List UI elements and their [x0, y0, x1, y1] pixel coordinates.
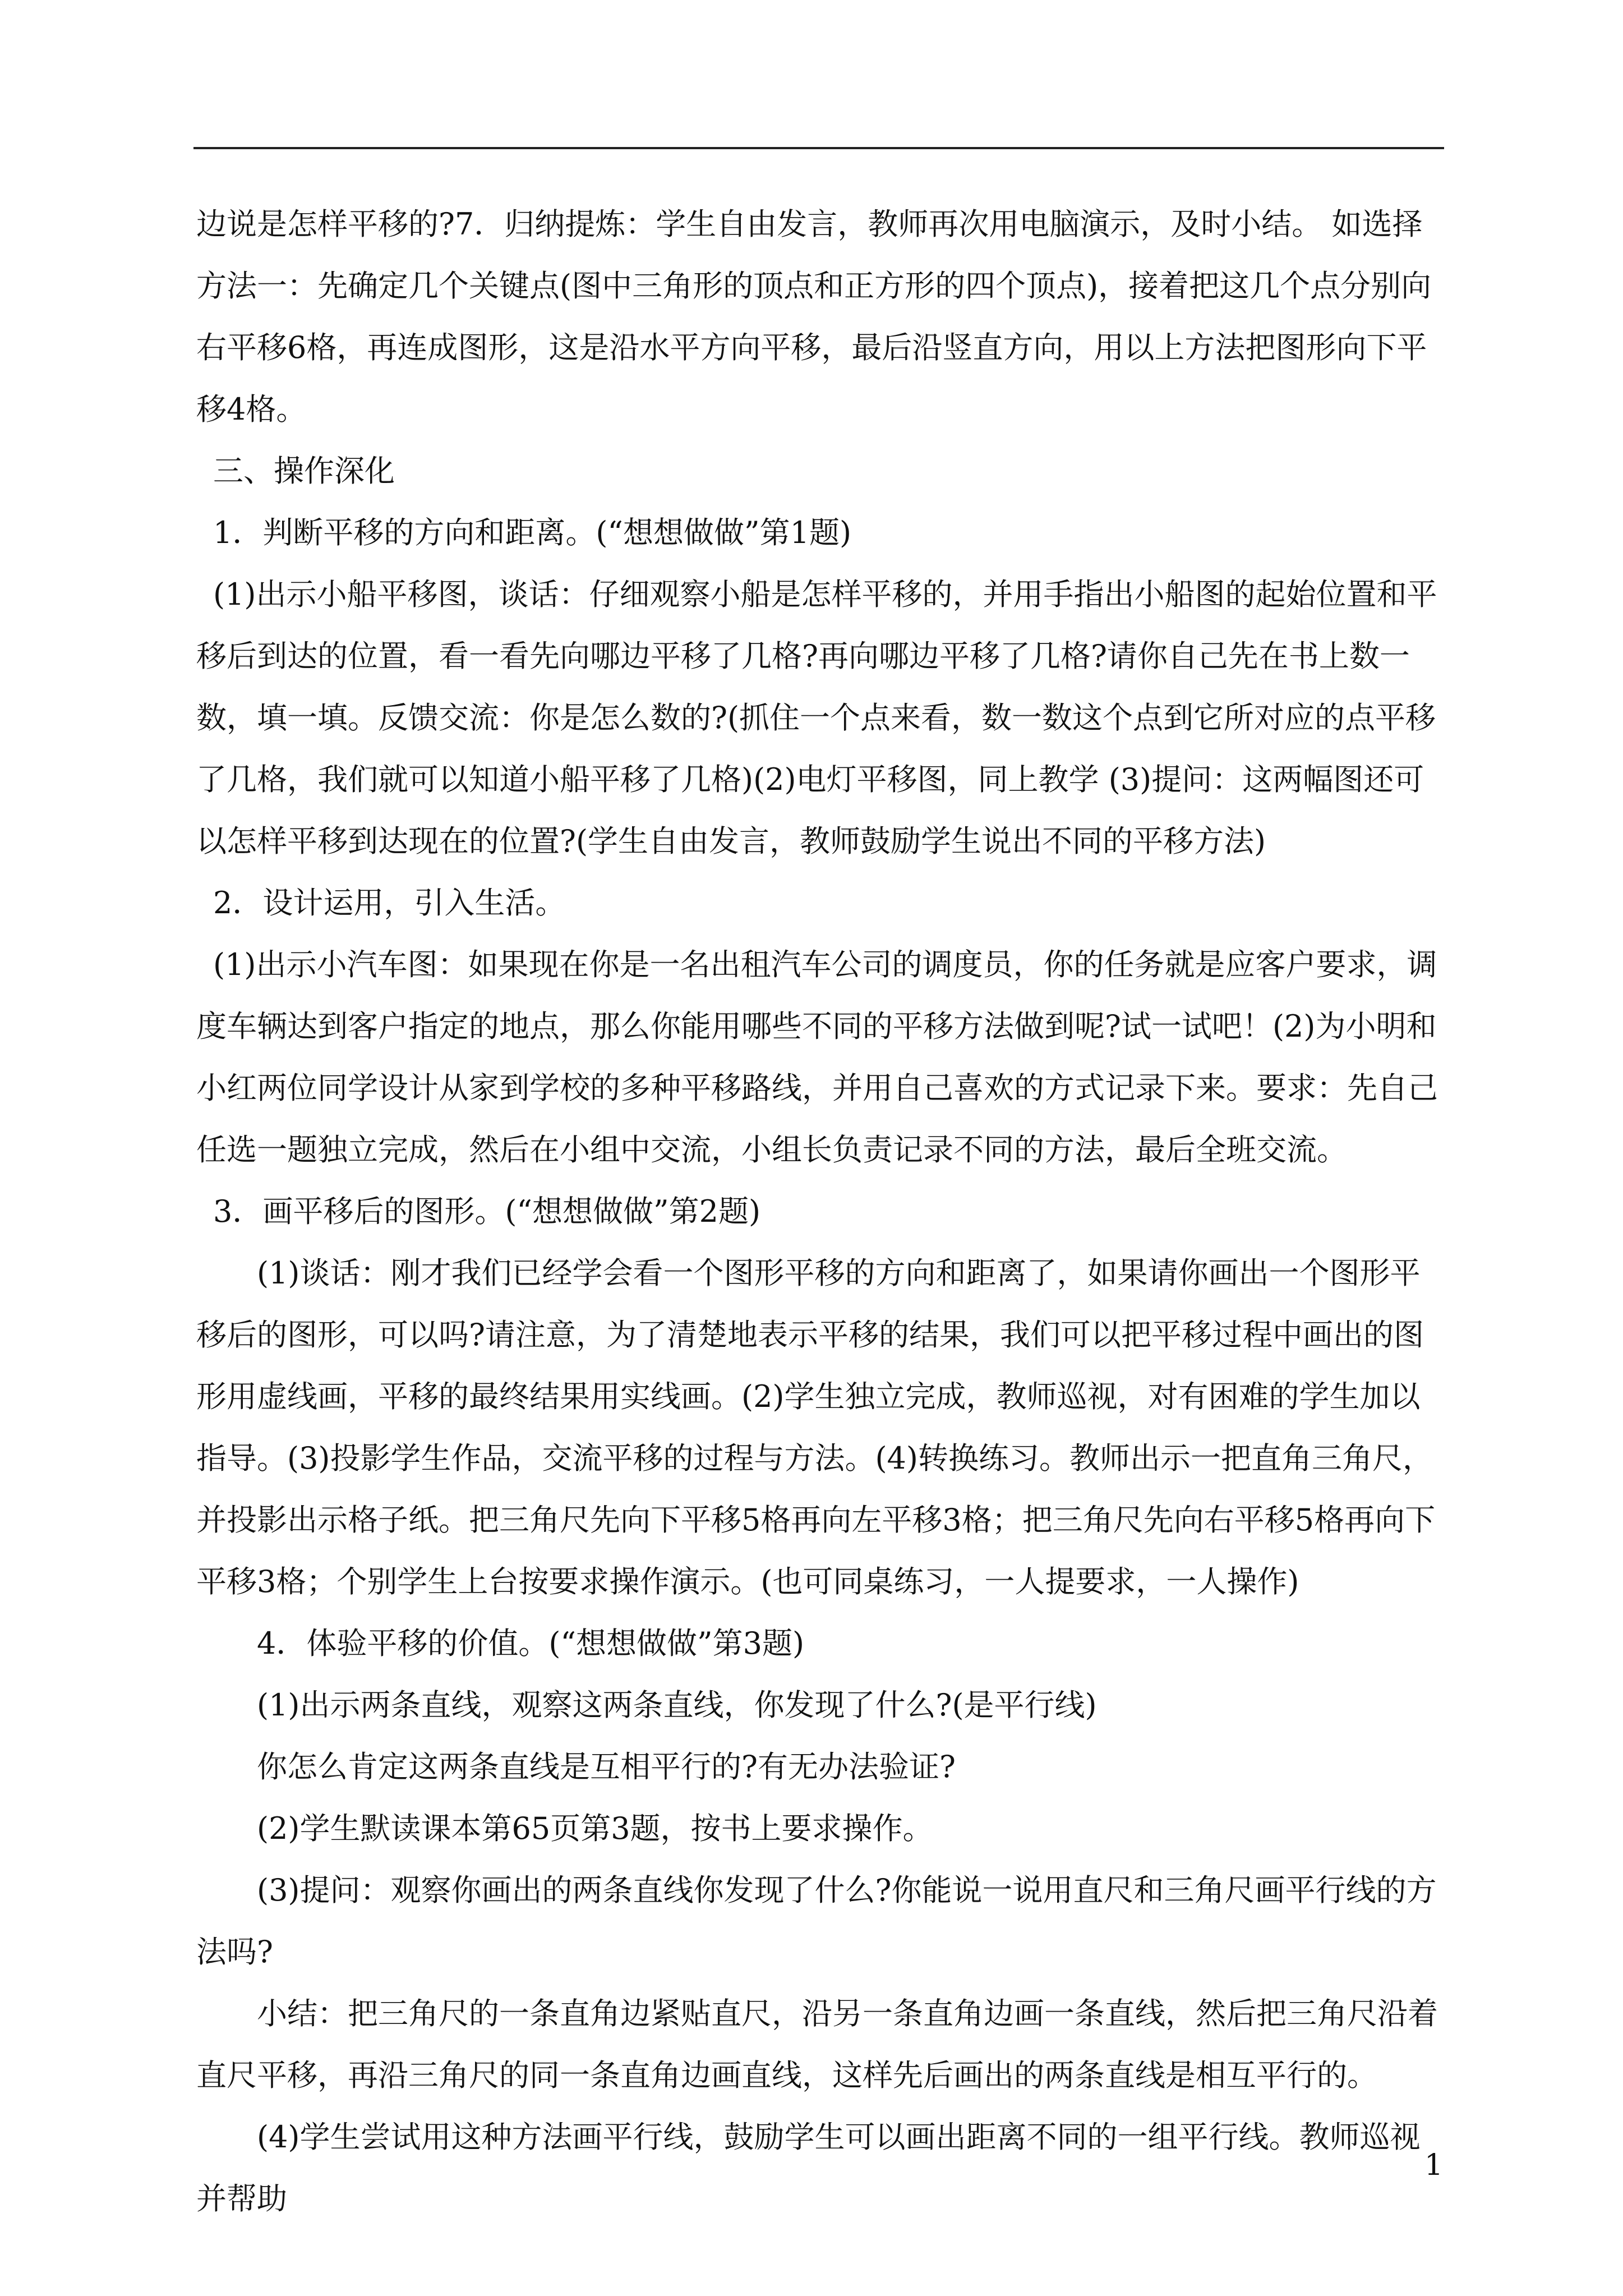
document-body	[196, 194, 1447, 2230]
item-heading-4: 4．体验平移的价值。(“想想做做”第3题)	[257, 1626, 805, 1661]
item-heading-3: 3．画平移后的图形。(“想想做做”第2题)	[213, 1194, 761, 1229]
section-heading-operation: 三、操作深化	[213, 453, 395, 489]
paragraph-lines: (1)出示两条直线，观察这两条直线，你发现了什么?(是平行线)	[257, 1687, 1097, 1723]
paragraph-verify: 你怎么肯定这两条直线是互相平行的?有无办法验证?	[257, 1749, 956, 1784]
paragraph-summary: 边说是怎样平移的?7．归纳提炼：学生自由发言，教师再次用电脑演示，及时小结。 如选择方法一：先确定几个关键点(图中三角形的顶点和正方形的四个顶点)，接着把这几个点分别向右平移6格，再连成图形，这是沿水平方向平移，最后沿竖直方向，用以上方法把图形向下平移4格。	[196, 206, 1432, 427]
paragraph-practice: (4)学生尝试用这种方法画平行线，鼓励学生可以画出距离不同的一组平行线。教师巡视并帮助	[196, 2119, 1421, 2216]
page-number: 1	[1424, 2148, 1444, 2182]
header-rule	[193, 147, 1444, 149]
paragraph-textbook: (2)学生默读课本第65页第3题，按书上要求操作。	[257, 1811, 933, 1846]
item-heading-2: 2．设计运用，引入生活。	[213, 885, 566, 921]
paragraph-car: (1)出示小汽车图：如果现在你是一名出租汽车公司的调度员，你的任务就是应客户要求，调度车辆达到客户指定的地点，那么你能用哪些不同的平移方法做到呢?试一试吧！(2)为小明和小红两位同学设计从家到学校的多种平移路线，并用自己喜欢的方式记录下来。要求：先自己任选一题独立完成，然后在小组中交流，小组长负责记录不同的方法，最后全班交流。	[196, 947, 1438, 1167]
paragraph-question: (3)提问：观察你画出的两条直线你发现了什么?你能说一说用直尺和三角尺画平行线的方法吗?	[196, 1872, 1437, 1970]
paragraph-drawing: (1)谈话：刚才我们已经学会看一个图形平移的方向和距离了，如果请你画出一个图形平移后的图形，可以吗?请注意，为了清楚地表示平移的结果，我们可以把平移过程中画出的图形用虚线画，平移的最终结果用实线画。(2)学生独立完成，教师巡视，对有困难的学生加以指导。(3)投影学生作品，交流平移的过程与方法。(4)转换练习。教师出示一把直角三角尺，并投影出示格子纸。把三角尺先向下平移5格再向左平移3格；把三角尺先向右平移5格再向下平移3格；个别学生上台按要求操作演示。(也可同桌练习，一人提要求，一人操作)	[196, 1255, 1436, 1599]
paragraph-boat: (1)出示小船平移图，谈话：仔细观察小船是怎样平移的，并用手指出小船图的起始位置和平移后到达的位置，看一看先向哪边平移了几格?再向哪边平移了几格?请你自己先在书上数一数，填一填。反馈交流：你是怎么数的?(抓住一个点来看，数一数这个点到它所对应的点平移了几格，我们就可以知道小船平移了几格)(2)电灯平移图，同上教学 (3)提问：这两幅图还可以怎样平移到达现在的位置?(学生自由发言，教师鼓励学生说出不同的平移方法)	[196, 577, 1437, 859]
item-heading-1: 1．判断平移的方向和距离。(“想想做做”第1题)	[213, 515, 852, 550]
paragraph-conclusion: 小结：把三角尺的一条直角边紧贴直尺，沿另一条直角边画一条直线，然后把三角尺沿着直尺平移，再沿三角尺的同一条直角边画直线，这样先后画出的两条直线是相互平行的。	[196, 1996, 1438, 2093]
